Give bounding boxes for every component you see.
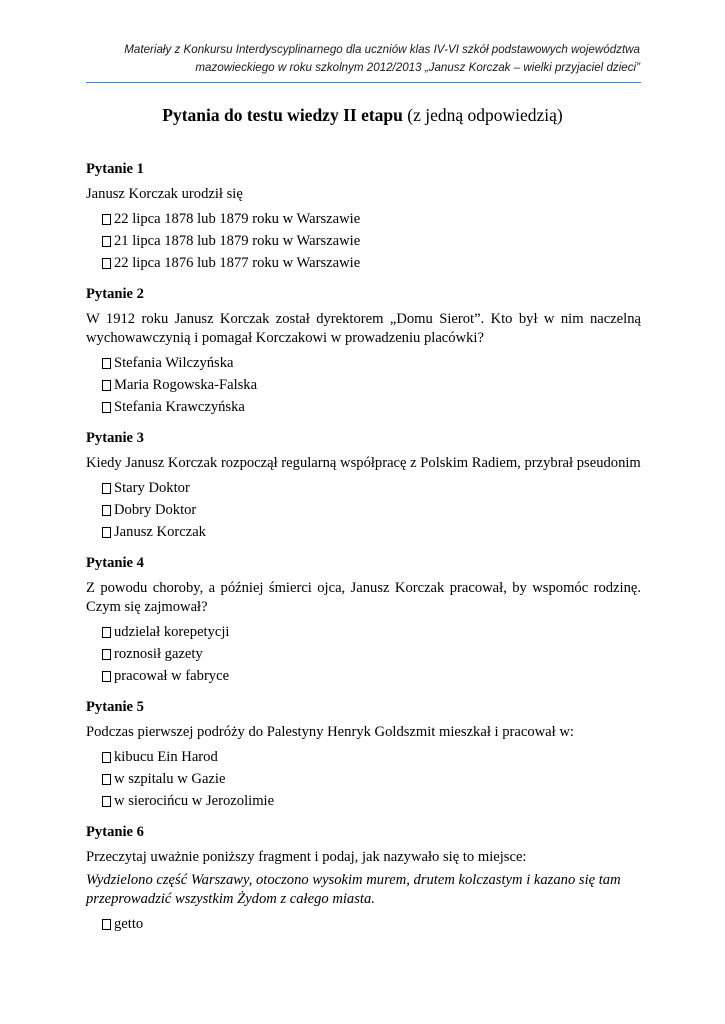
answer-options (86, 352, 641, 418)
answer-option-label: kibucu Ein Harod (114, 748, 218, 765)
answer-option[interactable] (102, 230, 641, 252)
header-divider (86, 82, 641, 83)
checkbox-icon[interactable] (102, 919, 111, 930)
answer-option[interactable] (102, 374, 641, 396)
answer-option-label: Maria Rogowska-Falska (114, 376, 258, 393)
answer-option-label: Janusz Korczak (114, 523, 206, 540)
answer-option[interactable] (102, 521, 641, 543)
checkbox-icon[interactable] (102, 752, 111, 763)
header-line-2: mazowieckiego w roku szkolnym 2012/2013 „Janusz Korczak – wielki przyjaciel dzieci” (195, 61, 640, 74)
answer-option-label: 21 lipca 1878 lub 1879 roku w Warszawie (114, 232, 361, 249)
document-header (86, 41, 640, 77)
checkbox-icon[interactable] (102, 402, 111, 413)
answer-option-label: w sierocińcu w Jerozolimie (114, 792, 275, 809)
question-5 (86, 698, 641, 812)
question-title: Pytanie 4 (86, 555, 144, 571)
page-title (0, 103, 725, 127)
checkbox-icon[interactable] (102, 774, 111, 785)
answer-option[interactable] (102, 252, 641, 274)
page-title-bold: Pytania do testu wiedzy II etapu (162, 105, 403, 125)
checkbox-icon[interactable] (102, 649, 111, 660)
answer-option[interactable] (102, 768, 641, 790)
answer-option-label: w szpitalu w Gazie (114, 770, 226, 787)
question-title: Pytanie 2 (86, 286, 144, 302)
answer-option[interactable] (102, 396, 641, 418)
question-text: W 1912 roku Janusz Korczak został dyrektorem „Domu Sierot”. Kto był w nim naczelną wychowawczynią i pomagał Korczakowi w prowadzeniu placówki? (86, 311, 641, 346)
question-quote: Wydzielono część Warszawy, otoczono wysokim murem, drutem kolczastym i kazano się tam przeprowadzić wszystkim Żydom z całego miasta. (86, 872, 621, 907)
checkbox-icon[interactable] (102, 236, 111, 247)
page-title-subtitle: (z jedną odpowiedzią) (402, 105, 563, 125)
question-title: Pytanie 5 (86, 699, 144, 715)
answer-option-label: 22 lipca 1878 lub 1879 roku w Warszawie (114, 210, 361, 227)
question-title: Pytanie 3 (86, 430, 144, 446)
checkbox-icon[interactable] (102, 258, 111, 269)
answer-option[interactable] (102, 477, 641, 499)
answer-options (86, 621, 641, 687)
checkbox-icon[interactable] (102, 483, 111, 494)
checkbox-icon[interactable] (102, 505, 111, 516)
answer-option[interactable] (102, 621, 641, 643)
question-title: Pytanie 6 (86, 824, 144, 840)
checkbox-icon[interactable] (102, 627, 111, 638)
checkbox-icon[interactable] (102, 527, 111, 538)
answer-options (86, 477, 641, 543)
answer-option-label: getto (114, 915, 144, 932)
answer-option[interactable] (102, 352, 641, 374)
answer-option[interactable] (102, 665, 641, 687)
answer-option-label: pracował w fabryce (114, 667, 230, 684)
answer-option-label: 22 lipca 1876 lub 1877 roku w Warszawie (114, 254, 361, 271)
question-4 (86, 554, 641, 687)
question-6 (86, 823, 641, 935)
answer-option-label: Stary Doktor (114, 479, 190, 496)
answer-option[interactable] (102, 643, 641, 665)
answer-option[interactable] (102, 208, 641, 230)
answer-options (86, 746, 641, 812)
answer-option-label: Stefania Wilczyńska (114, 354, 234, 371)
checkbox-icon[interactable] (102, 214, 111, 225)
answer-option[interactable] (102, 746, 641, 768)
answer-option-label: udzielał korepetycji (114, 623, 230, 640)
question-text: Janusz Korczak urodził się (86, 186, 243, 202)
answer-option-label: Dobry Doktor (114, 501, 197, 518)
question-text: Podczas pierwszej podróży do Palestyny Henryk Goldszmit mieszkał i pracował w: (86, 724, 574, 740)
question-text: Z powodu choroby, a później śmierci ojca, Janusz Korczak pracował, by wspomóc rodzinę. Czym się zajmował? (86, 580, 641, 615)
answer-option-label: Stefania Krawczyńska (114, 398, 245, 415)
answer-options (86, 913, 641, 935)
answer-option[interactable] (102, 913, 641, 935)
checkbox-icon[interactable] (102, 358, 111, 369)
checkbox-icon[interactable] (102, 796, 111, 807)
question-1 (86, 160, 641, 274)
question-text: Kiedy Janusz Korczak rozpoczął regularną współpracę z Polskim Radiem, przybrał pseudonim (86, 455, 641, 471)
header-line-1: Materiały z Konkursu Interdyscyplinarnego dla uczniów klas IV-VI szkół podstawowych województwa (124, 43, 640, 56)
question-title: Pytanie 1 (86, 161, 144, 177)
answer-options (86, 208, 641, 274)
answer-option[interactable] (102, 499, 641, 521)
answer-option-label: roznosił gazety (114, 645, 203, 662)
question-2 (86, 285, 641, 418)
checkbox-icon[interactable] (102, 671, 111, 682)
question-text: Przeczytaj uważnie poniższy fragment i podaj, jak nazywało się to miejsce: (86, 849, 527, 865)
checkbox-icon[interactable] (102, 380, 111, 391)
question-3 (86, 429, 641, 543)
questions-list (86, 160, 641, 946)
answer-option[interactable] (102, 790, 641, 812)
